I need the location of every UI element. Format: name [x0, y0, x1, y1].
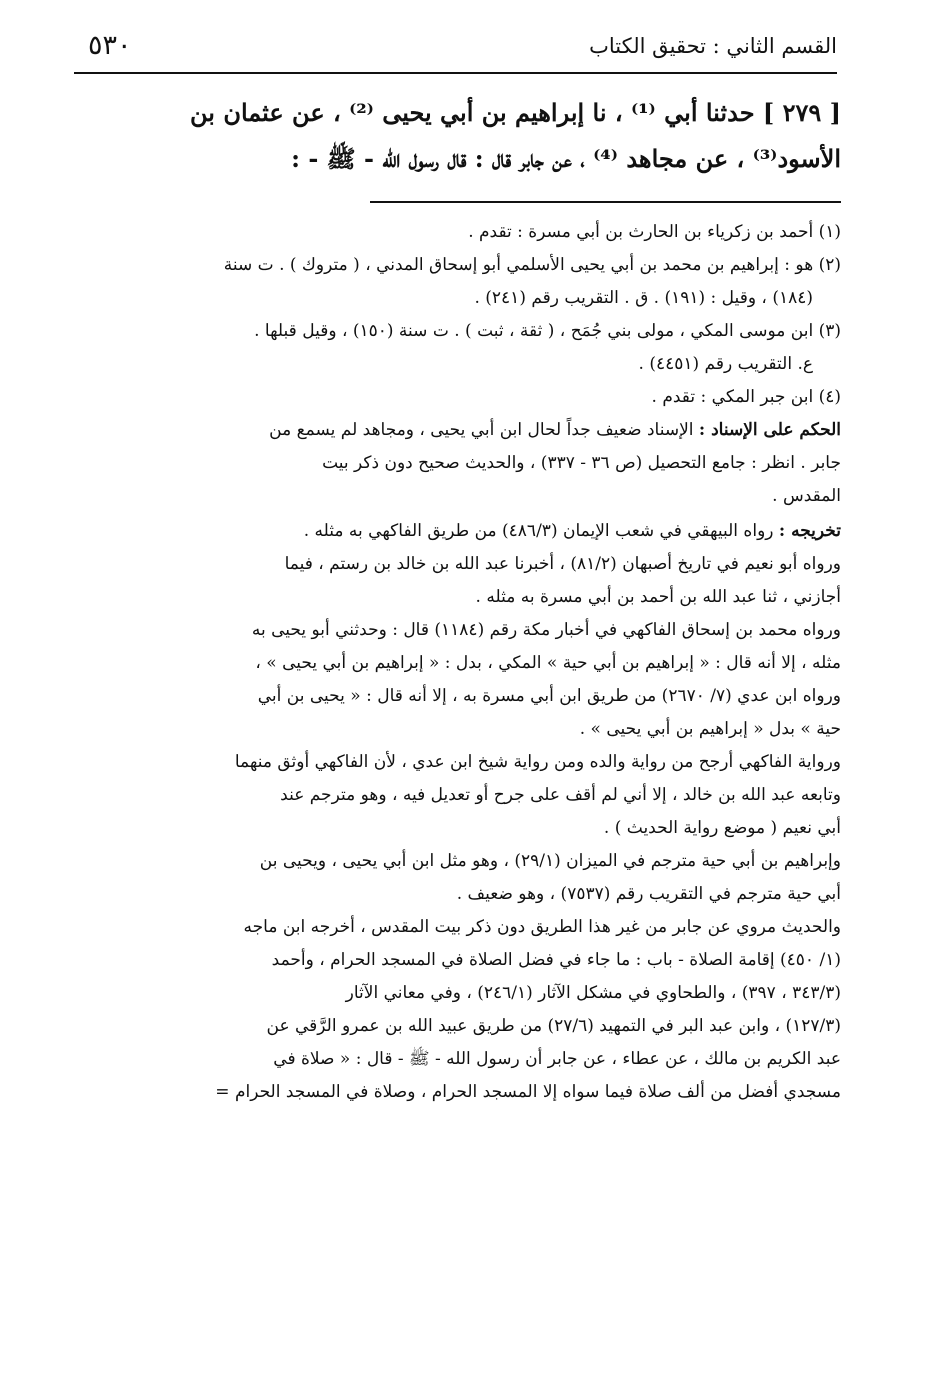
paragraph-line: (٣٤٣/٣ ، ٣٩٧) ، والطحاوي في مشكل الآثار (٢٤٦/١) ، وفي معاني الآثار [345, 983, 841, 1003]
isnad-line: جابر . انظر : جامع التحصيل (ص ٣٦ - ٣٣٧) ، والحديث صحيح دون ذكر بيت [322, 453, 841, 473]
paragraph-line: أبي حية مترجم في التقريب رقم (٧٥٣٧) ، وهو ضعيف . [456, 884, 841, 904]
paragraph-line: أبي نعيم ( موضع رواية الحديث ) . [603, 818, 841, 838]
paragraph-line: ورواه محمد بن إسحاق الفاكهي في أخبار مكة رقم (١١٨٤) قال : وحدثني أبو يحيى به [251, 620, 841, 640]
paragraph-line: وإبراهيم بن أبي حية مترجم في الميزان (٢٩/١) ، وهو مثل ابن أبي يحيى ، ويحيى بن [259, 851, 841, 871]
paragraph-line: عبد الكريم بن مالك ، عن عطاء ، عن جابر أن رسول الله - ﷺ - قال : « صلاة في [273, 1049, 841, 1069]
paragraph-line: ورواه أبو نعيم في تاريخ أصبهان (٨١/٢) ، أخبرنا عبد الله بن خالد بن رستم ، فيما [284, 554, 841, 574]
takhrij-line [80, 515, 841, 548]
isnad-line: المقدس . [772, 486, 841, 506]
notes-section [80, 216, 841, 1109]
paragraph-line: والحديث مروي عن جابر من غير هذا الطريق دون ذكر بيت المقدس ، أخرجه ابن ماجه [243, 917, 841, 937]
paragraph-line: (١٢٧/٣) ، وابن عبد البر في التمهيد (٢٧/٦) من طريق عبيد الله بن عمرو الرَّقي عن [266, 1016, 841, 1036]
paragraph-line: مثله ، إلا أنه قال : « إبراهيم بن أبي حية » المكي ، بدل : « إبراهيم بن أبي يحيى » ، [255, 653, 841, 673]
hadith-line: [ ٢٧٩ ] حدثنا أبي ⁽¹⁾ ، نا إبراهيم بن أبي يحيى ⁽²⁾ ، عن عثمان بن [190, 98, 841, 127]
paragraph-line: ورواية الفاكهي أرجح من رواية والده ومن رواية شيخ ابن عدي ، لأن الفاكهي أوثق منهما [234, 752, 841, 772]
footnote-3-cont: ع. التقريب رقم (٤٤٥١) . [638, 354, 813, 374]
hadith-line: الأسود⁽³⁾ ، عن مجاهد ⁽⁴⁾ ، عن جابر قال : قال رسول الله - ﷺ - : [291, 144, 841, 173]
paragraph-line: أجازني ، ثنا عبد الله بن أحمد بن أبي مسرة به مثله . [475, 587, 841, 607]
isnad-label: الحكم على الإسناد : [698, 420, 841, 440]
footnote-4: (٤) ابن جبر المكي : تقدم . [651, 387, 841, 407]
footnote-3: (٣) ابن موسى المكي ، مولى بني جُمَح ، ( ثقة ، ثبت ) . ت سنة (١٥٠) ، وقيل قبلها . [254, 321, 841, 341]
paragraph-line: حية » بدل « إبراهيم بن أبي يحيى » . [579, 719, 841, 739]
paragraph-line: وتابعه عبد الله بن خالد ، إلا أني لم أقف على جرح أو تعديل فيه ، وهو مترجم عند [280, 785, 841, 805]
footnote-2: (٢) هو : إبراهيم بن محمد بن أبي يحيى الأسلمي أبو إسحاق المدني ، ( متروك ) . ت سنة [223, 255, 841, 275]
takhrij-label: تخريجه : [778, 521, 841, 541]
takhrij-text: رواه البيهقي في شعب الإيمان (٤٨٦/٣) من طريق الفاكهي به مثله . [303, 521, 779, 541]
paragraph-line: ورواه ابن عدي (٧/ ٢٦٧٠) من طريق ابن أبي مسرة به ، إلا أنه قال : « يحيى بن أبي [257, 686, 841, 706]
page-number: ٥٣٠ [88, 30, 132, 61]
isnad-judgement-line [80, 414, 841, 447]
running-title: القسم الثاني : تحقيق الكتاب [589, 34, 837, 58]
footnote-2-cont: (١٨٤) ، وقيل : (١٩١) . ق . التقريب رقم (٢٤١) . [474, 288, 813, 308]
paragraph-line: مسجدي أفضل من ألف صلاة فيما سواه إلا المسجد الحرام ، وصلاة في المسجد الحرام = [215, 1082, 841, 1102]
paragraph-line: (١/ ٤٥٠) إقامة الصلاة - باب : ما جاء في فضل الصلاة في المسجد الحرام ، وأحمد [271, 950, 841, 970]
footnote-separator [370, 201, 841, 203]
hadith-text [80, 90, 841, 182]
isnad-text: الإسناد ضعيف جداً لحال ابن أبي يحيى ، ومجاهد لم يسمع من [269, 420, 699, 440]
page-header [74, 28, 837, 74]
footnote-1: (١) أحمد بن زكرياء بن الحارث بن أبي مسرة : تقدم . [468, 222, 841, 242]
